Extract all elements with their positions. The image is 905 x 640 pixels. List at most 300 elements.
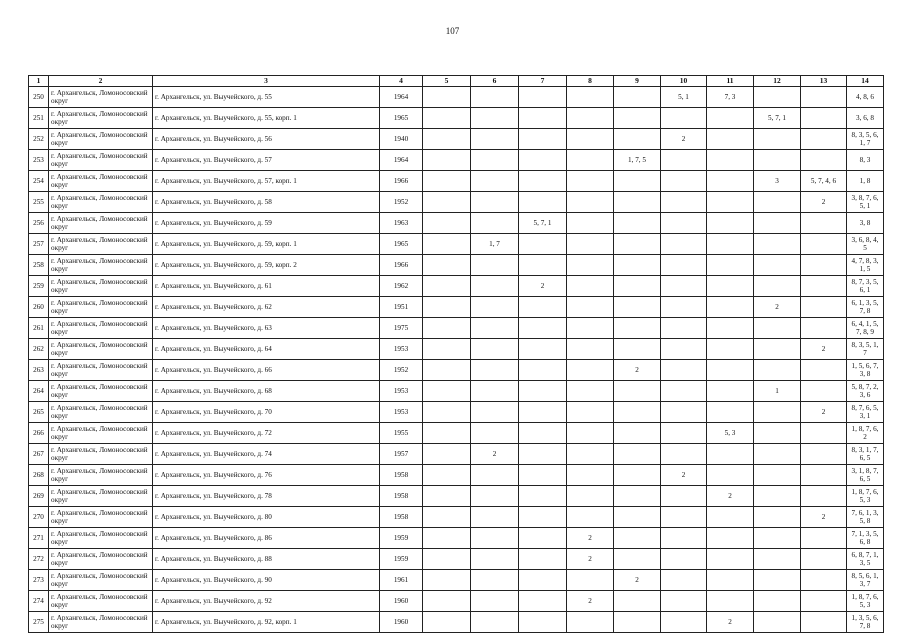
col10-cell [661,381,707,402]
col6-cell [471,87,519,108]
table-row [29,507,884,528]
year-cell: 1962 [380,276,423,297]
col12-cell [754,402,801,423]
col11-cell [707,570,754,591]
col12-cell [754,87,801,108]
district-cell: г. Архангельск, Ломоносовский округ [49,297,153,318]
col14-cell: 8, 3, 1, 7, 6, 5 [847,444,884,465]
col14-cell: 6, 8, 7, 1, 3, 5 [847,549,884,570]
table-row [29,213,884,234]
col8-cell [567,339,614,360]
table-row [29,150,884,171]
col7-cell [519,108,567,129]
col6-cell [471,570,519,591]
col5-cell [423,318,471,339]
year-cell: 1953 [380,339,423,360]
col8-cell [567,150,614,171]
year-cell: 1951 [380,297,423,318]
address-cell: г. Архангельск, ул. Выучейского, д. 55, корп. 1 [153,108,380,129]
col11-cell [707,150,754,171]
col11-cell [707,339,754,360]
row-number: 250 [29,87,49,108]
col7-cell [519,150,567,171]
district-cell: г. Архангельск, Ломоносовский округ [49,486,153,507]
table-row [29,423,884,444]
col6-cell [471,150,519,171]
col13-cell: 2 [801,192,847,213]
col5-cell [423,234,471,255]
col14-cell: 8, 7, 3, 5, 6, 1 [847,276,884,297]
row-number: 264 [29,381,49,402]
col11-cell [707,192,754,213]
col6-cell [471,192,519,213]
district-cell: г. Архангельск, Ломоносовский округ [49,171,153,192]
col14-cell: 5, 8, 7, 2, 3, 6 [847,381,884,402]
col9-cell [614,528,661,549]
col6-cell [471,591,519,612]
address-cell: г. Архангельск, ул. Выучейского, д. 61 [153,276,380,297]
table-row [29,360,884,381]
col12-cell [754,444,801,465]
row-number: 274 [29,591,49,612]
col13-cell [801,276,847,297]
col8-cell [567,507,614,528]
col9-cell [614,612,661,633]
col6-cell: 2 [471,444,519,465]
year-cell: 1966 [380,255,423,276]
address-cell: г. Архангельск, ул. Выучейского, д. 59, корп. 1 [153,234,380,255]
col5-cell [423,87,471,108]
row-number: 271 [29,528,49,549]
col9-cell [614,108,661,129]
col11-cell: 2 [707,486,754,507]
col14-cell: 1, 8, 7, 6, 5, 3 [847,486,884,507]
col11-cell [707,549,754,570]
col12-cell [754,150,801,171]
col14-cell: 1, 8, 7, 6, 2 [847,423,884,444]
col14-cell: 6, 1, 3, 5, 7, 8 [847,297,884,318]
col5-cell [423,171,471,192]
col11-cell [707,318,754,339]
address-cell: г. Архангельск, ул. Выучейского, д. 80 [153,507,380,528]
district-cell: г. Архангельск, Ломоносовский округ [49,213,153,234]
col7-cell [519,549,567,570]
district-cell: г. Архангельск, Ломоносовский округ [49,192,153,213]
row-number: 258 [29,255,49,276]
col12-cell [754,507,801,528]
col14-cell: 8, 5, 6, 1, 3, 7 [847,570,884,591]
col6-cell [471,402,519,423]
col6-cell [471,360,519,381]
row-number: 265 [29,402,49,423]
col10-cell [661,192,707,213]
col6-cell [471,108,519,129]
col12-cell [754,549,801,570]
address-cell: г. Архангельск, ул. Выучейского, д. 55 [153,87,380,108]
col7-cell [519,570,567,591]
table-row [29,612,884,633]
col5-cell [423,507,471,528]
col10-cell [661,549,707,570]
year-cell: 1965 [380,234,423,255]
col14-cell: 1, 3, 5, 6, 7, 8 [847,612,884,633]
table-body [29,87,884,633]
col6-cell [471,297,519,318]
col7-cell [519,402,567,423]
col11-cell [707,360,754,381]
year-cell: 1955 [380,423,423,444]
table-row [29,87,884,108]
col5-cell [423,150,471,171]
col11-cell [707,234,754,255]
col11-cell [707,213,754,234]
year-cell: 1953 [380,402,423,423]
col12-cell [754,465,801,486]
row-number: 253 [29,150,49,171]
col14-cell: 6, 4, 1, 5, 7, 8, 9 [847,318,884,339]
col8-cell [567,255,614,276]
col10-cell [661,360,707,381]
col6-cell: 1, 7 [471,234,519,255]
col8-cell [567,129,614,150]
col7-cell [519,528,567,549]
col7-cell [519,87,567,108]
col14-cell: 3, 6, 8, 4, 5 [847,234,884,255]
table-row [29,339,884,360]
district-cell: г. Архангельск, Ломоносовский округ [49,129,153,150]
row-number: 257 [29,234,49,255]
address-cell: г. Архангельск, ул. Выучейского, д. 66 [153,360,380,381]
col11-cell [707,276,754,297]
col6-cell [471,276,519,297]
col6-cell [471,129,519,150]
col10-cell [661,570,707,591]
col9-cell [614,402,661,423]
col8-cell [567,486,614,507]
col12-cell [754,360,801,381]
col14-cell: 7, 6, 1, 3, 5, 8 [847,507,884,528]
col8-cell: 2 [567,591,614,612]
col6-cell [471,381,519,402]
col9-cell [614,213,661,234]
col12-cell [754,213,801,234]
address-cell: г. Архангельск, ул. Выучейского, д. 78 [153,486,380,507]
col10-cell: 2 [661,129,707,150]
col7-cell [519,612,567,633]
col9-cell [614,192,661,213]
table-row [29,192,884,213]
column-header: 4 [380,76,423,87]
column-header: 8 [567,76,614,87]
col10-cell [661,339,707,360]
col10-cell [661,612,707,633]
col8-cell [567,213,614,234]
col9-cell [614,423,661,444]
col7-cell [519,339,567,360]
col8-cell [567,402,614,423]
col5-cell [423,402,471,423]
column-header: 14 [847,76,884,87]
col9-cell [614,276,661,297]
col13-cell [801,108,847,129]
col5-cell [423,360,471,381]
table-row [29,591,884,612]
col11-cell: 7, 3 [707,87,754,108]
row-number: 270 [29,507,49,528]
col6-cell [471,465,519,486]
address-cell: г. Архангельск, ул. Выучейского, д. 64 [153,339,380,360]
table-row [29,381,884,402]
col6-cell [471,528,519,549]
district-cell: г. Архангельск, Ломоносовский округ [49,612,153,633]
col13-cell [801,234,847,255]
address-cell: г. Архангельск, ул. Выучейского, д. 90 [153,570,380,591]
table-row [29,318,884,339]
col5-cell [423,276,471,297]
year-cell: 1952 [380,192,423,213]
row-number: 254 [29,171,49,192]
col8-cell [567,108,614,129]
col14-cell: 3, 6, 8 [847,108,884,129]
column-header: 5 [423,76,471,87]
table-row [29,486,884,507]
table-row [29,444,884,465]
col7-cell: 5, 7, 1 [519,213,567,234]
table-row [29,570,884,591]
col10-cell [661,528,707,549]
column-header: 3 [153,76,380,87]
year-cell: 1958 [380,486,423,507]
address-cell: г. Архангельск, ул. Выучейского, д. 63 [153,318,380,339]
col6-cell [471,549,519,570]
col10-cell [661,171,707,192]
row-number: 262 [29,339,49,360]
column-header: 9 [614,76,661,87]
col14-cell: 4, 8, 6 [847,87,884,108]
district-cell: г. Архангельск, Ломоносовский округ [49,423,153,444]
year-cell: 1959 [380,549,423,570]
table-row [29,297,884,318]
district-cell: г. Архангельск, Ломоносовский округ [49,360,153,381]
col10-cell [661,507,707,528]
col13-cell: 2 [801,507,847,528]
district-cell: г. Архангельск, Ломоносовский округ [49,528,153,549]
col8-cell [567,444,614,465]
col8-cell [567,234,614,255]
address-cell: г. Архангельск, ул. Выучейского, д. 72 [153,423,380,444]
col11-cell [707,465,754,486]
col5-cell [423,213,471,234]
col8-cell [567,171,614,192]
district-cell: г. Архангельск, Ломоносовский округ [49,381,153,402]
col7-cell [519,486,567,507]
col11-cell [707,297,754,318]
col8-cell [567,276,614,297]
col9-cell [614,318,661,339]
address-cell: г. Архангельск, ул. Выучейского, д. 88 [153,549,380,570]
col9-cell [614,486,661,507]
district-cell: г. Архангельск, Ломоносовский округ [49,339,153,360]
col13-cell [801,528,847,549]
col11-cell: 5, 3 [707,423,754,444]
col10-cell [661,150,707,171]
col8-cell [567,465,614,486]
year-cell: 1966 [380,171,423,192]
year-cell: 1963 [380,213,423,234]
col14-cell: 3, 1, 8, 7, 6, 5 [847,465,884,486]
row-number: 272 [29,549,49,570]
col9-cell [614,171,661,192]
col7-cell [519,591,567,612]
address-cell: г. Архангельск, ул. Выучейского, д. 74 [153,444,380,465]
col13-cell [801,591,847,612]
row-number: 268 [29,465,49,486]
col12-cell [754,612,801,633]
col8-cell [567,297,614,318]
column-header: 10 [661,76,707,87]
address-cell: г. Архангельск, ул. Выучейского, д. 59, корп. 2 [153,255,380,276]
column-header: 13 [801,76,847,87]
row-number: 256 [29,213,49,234]
district-cell: г. Архангельск, Ломоносовский округ [49,108,153,129]
col14-cell: 7, 1, 3, 5, 6, 8 [847,528,884,549]
col7-cell [519,423,567,444]
row-number: 266 [29,423,49,444]
col7-cell [519,507,567,528]
address-cell: г. Архангельск, ул. Выучейского, д. 57, корп. 1 [153,171,380,192]
column-header: 2 [49,76,153,87]
district-cell: г. Архангельск, Ломоносовский округ [49,444,153,465]
col13-cell [801,150,847,171]
col8-cell [567,360,614,381]
col5-cell [423,591,471,612]
col9-cell [614,255,661,276]
col10-cell [661,402,707,423]
col12-cell [754,486,801,507]
district-cell: г. Архангельск, Ломоносовский округ [49,507,153,528]
col11-cell [707,381,754,402]
col6-cell [471,486,519,507]
col6-cell [471,507,519,528]
col6-cell [471,423,519,444]
col9-cell: 2 [614,360,661,381]
col12-cell [754,339,801,360]
col5-cell [423,465,471,486]
col9-cell [614,234,661,255]
col13-cell [801,570,847,591]
col11-cell [707,171,754,192]
row-number: 255 [29,192,49,213]
col6-cell [471,612,519,633]
address-cell: г. Архангельск, ул. Выучейского, д. 57 [153,150,380,171]
col10-cell [661,591,707,612]
table-row [29,402,884,423]
year-cell: 1940 [380,129,423,150]
district-cell: г. Архангельск, Ломоносовский округ [49,570,153,591]
address-cell: г. Архангельск, ул. Выучейского, д. 76 [153,465,380,486]
year-cell: 1959 [380,528,423,549]
year-cell: 1965 [380,108,423,129]
col10-cell: 5, 1 [661,87,707,108]
col14-cell: 8, 3, 5, 1, 7 [847,339,884,360]
year-cell: 1964 [380,87,423,108]
page-number: 107 [445,26,460,36]
table-row [29,234,884,255]
col12-cell [754,423,801,444]
col14-cell: 1, 8 [847,171,884,192]
col8-cell: 2 [567,549,614,570]
col8-cell [567,570,614,591]
col7-cell [519,381,567,402]
table-row [29,528,884,549]
col5-cell [423,339,471,360]
district-cell: г. Архангельск, Ломоносовский округ [49,465,153,486]
address-cell: г. Архангельск, ул. Выучейского, д. 58 [153,192,380,213]
row-number: 273 [29,570,49,591]
col9-cell [614,549,661,570]
col13-cell: 5, 7, 4, 6 [801,171,847,192]
col8-cell [567,423,614,444]
col11-cell [707,591,754,612]
address-cell: г. Архангельск, ул. Выучейского, д. 70 [153,402,380,423]
col5-cell [423,612,471,633]
header-row [29,76,884,87]
col5-cell [423,444,471,465]
column-header: 6 [471,76,519,87]
col6-cell [471,255,519,276]
year-cell: 1952 [380,360,423,381]
address-cell: г. Архангельск, ул. Выучейского, д. 59 [153,213,380,234]
col11-cell [707,507,754,528]
col9-cell [614,444,661,465]
row-number: 252 [29,129,49,150]
col13-cell [801,549,847,570]
col8-cell [567,192,614,213]
col13-cell [801,381,847,402]
col9-cell [614,465,661,486]
col11-cell [707,129,754,150]
col11-cell: 2 [707,612,754,633]
col5-cell [423,192,471,213]
col12-cell: 3 [754,171,801,192]
col9-cell [614,297,661,318]
row-number: 263 [29,360,49,381]
col13-cell: 2 [801,339,847,360]
col12-cell [754,255,801,276]
col7-cell [519,192,567,213]
col11-cell [707,108,754,129]
year-cell: 1975 [380,318,423,339]
col13-cell [801,318,847,339]
district-cell: г. Архангельск, Ломоносовский округ [49,255,153,276]
col7-cell [519,171,567,192]
col12-cell [754,591,801,612]
row-number: 267 [29,444,49,465]
col7-cell [519,297,567,318]
address-cell: г. Архангельск, ул. Выучейского, д. 86 [153,528,380,549]
col13-cell [801,87,847,108]
year-cell: 1960 [380,591,423,612]
col5-cell [423,528,471,549]
col13-cell [801,612,847,633]
col10-cell [661,297,707,318]
col10-cell [661,486,707,507]
col9-cell [614,87,661,108]
col11-cell [707,255,754,276]
col14-cell: 4, 7, 8, 3, 1, 5 [847,255,884,276]
address-cell: г. Архангельск, ул. Выучейского, д. 92 [153,591,380,612]
district-cell: г. Архангельск, Ломоносовский округ [49,402,153,423]
